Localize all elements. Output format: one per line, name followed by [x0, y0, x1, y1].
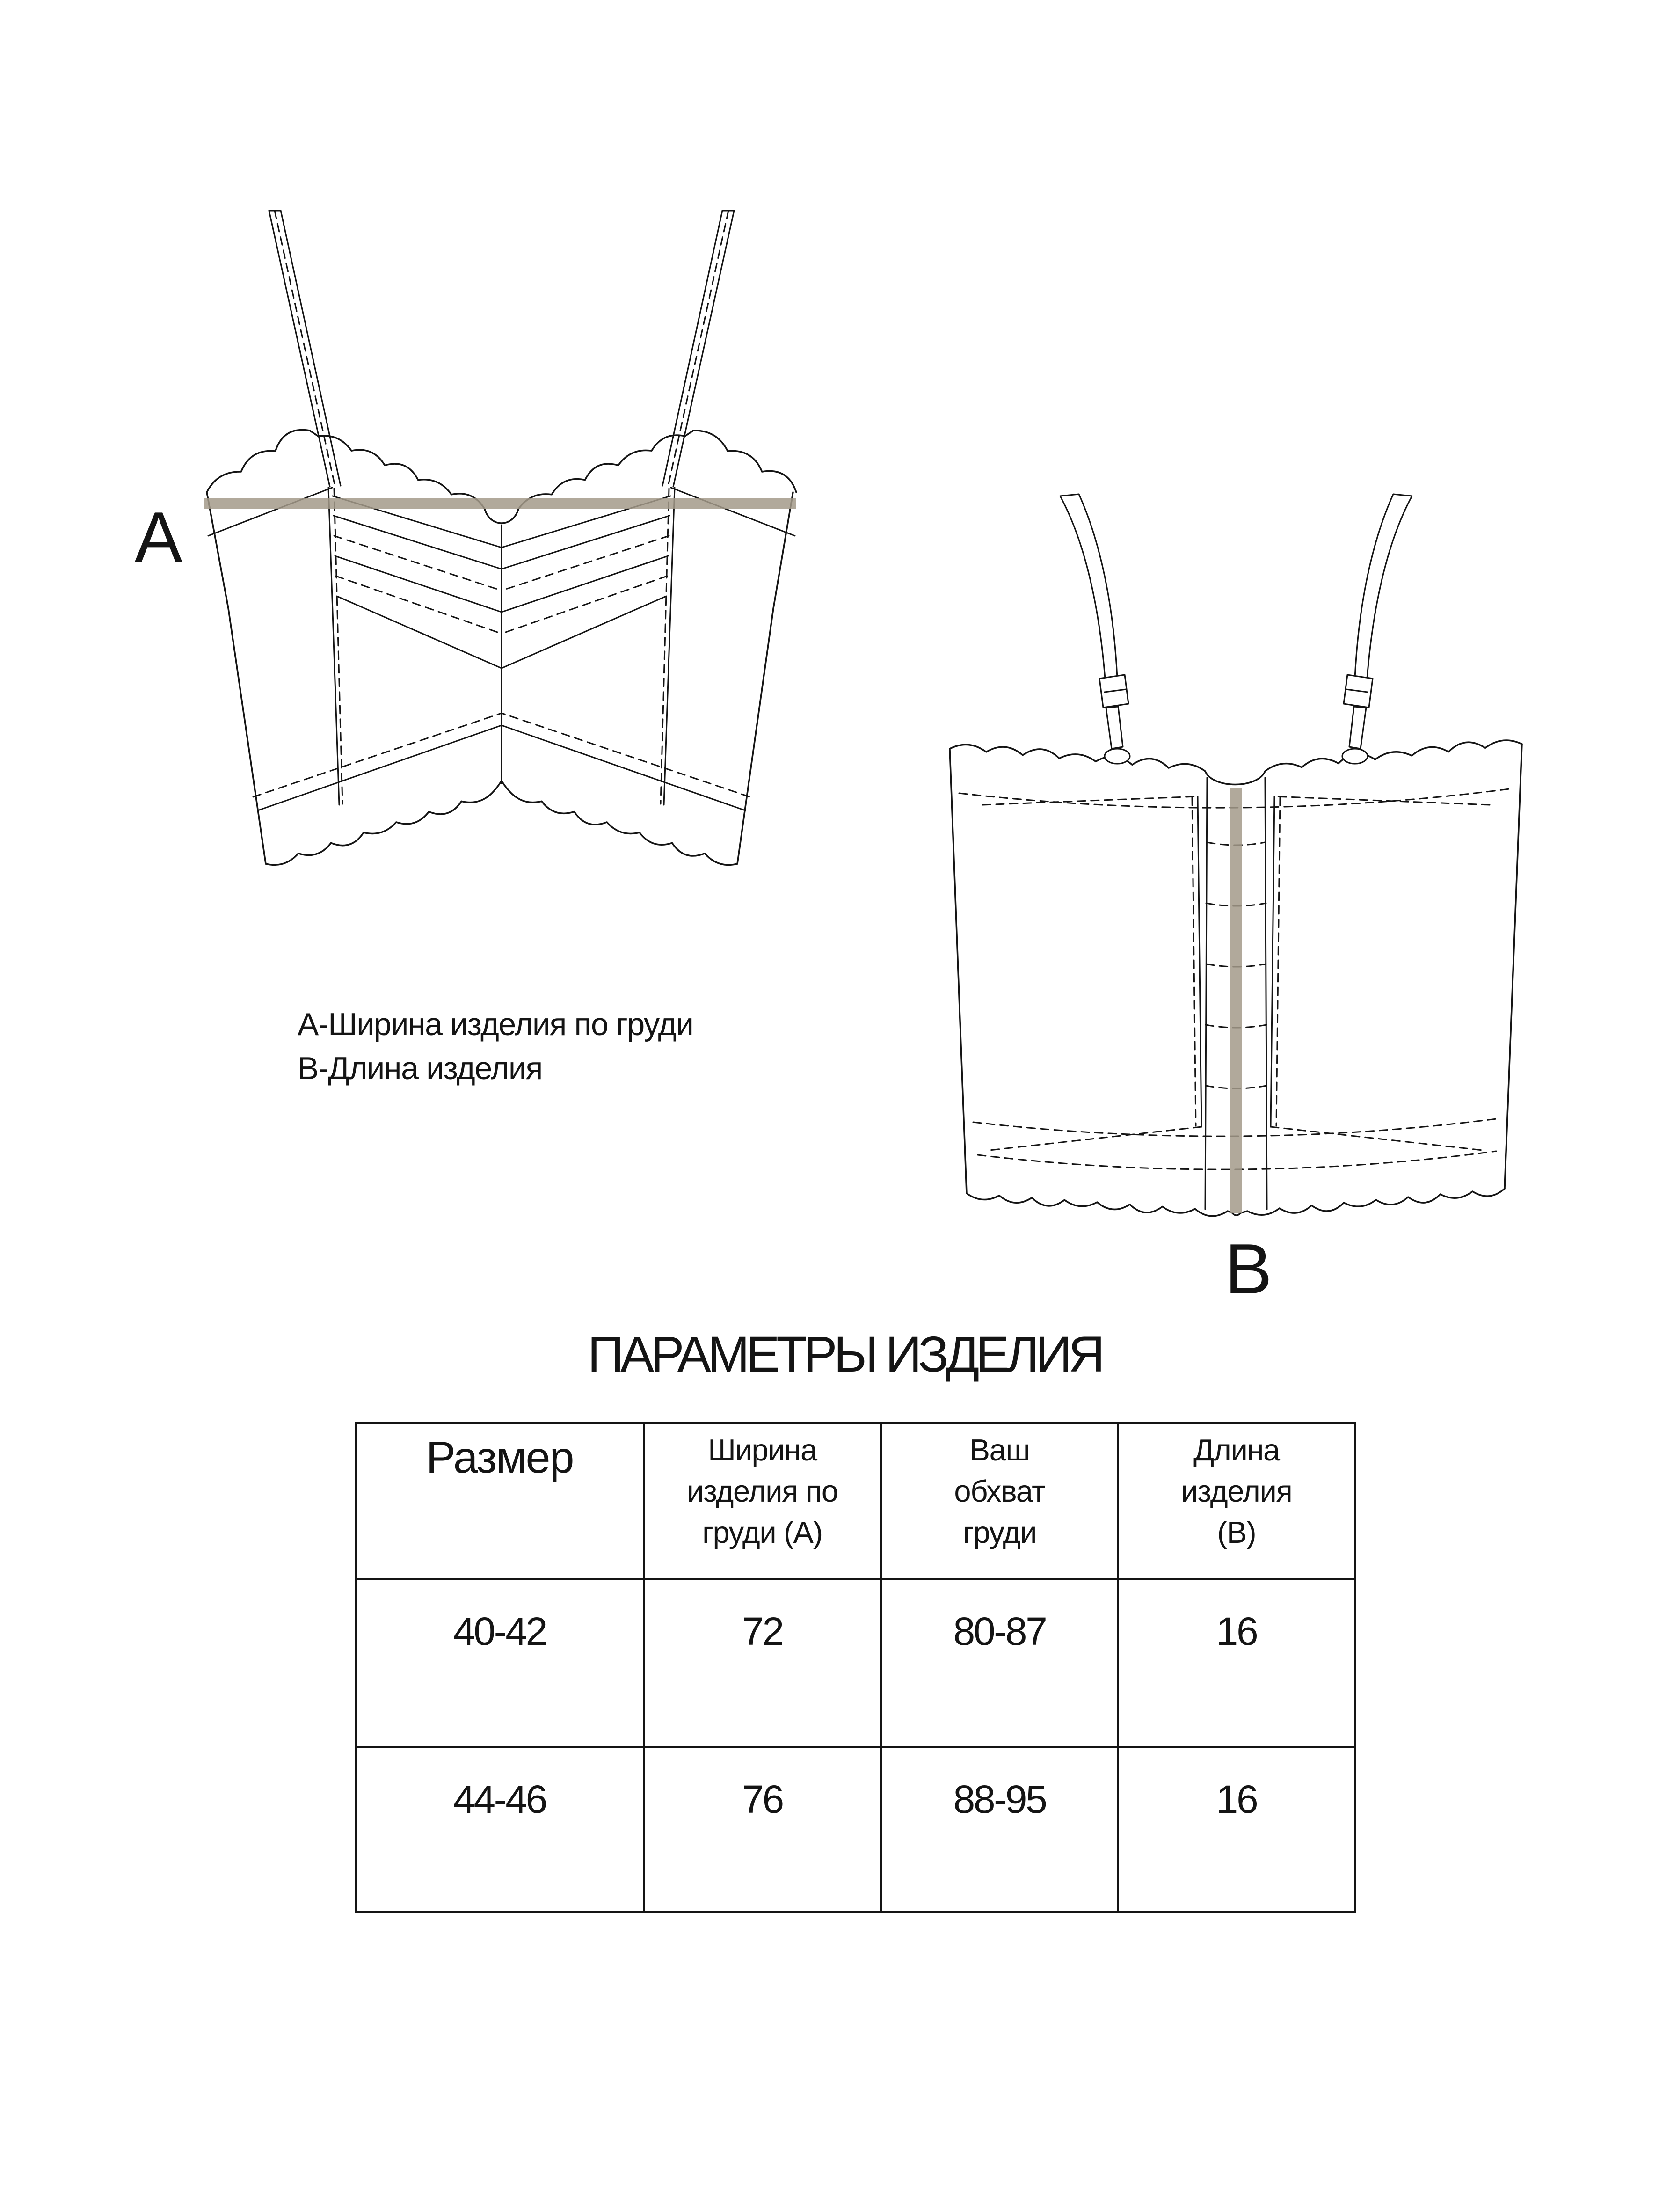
table-cell-size-1: 40-42	[357, 1580, 645, 1748]
table-cell-width-1: 72	[645, 1580, 882, 1748]
panel-bottom-stitch	[990, 1127, 1201, 1150]
back-right-strap	[1342, 494, 1412, 764]
parameters-title: ПАРАМЕТРЫ ИЗДЕЛИЯ	[587, 1326, 1102, 1382]
strap-band	[1355, 494, 1412, 679]
dimension-legend	[298, 1002, 693, 1090]
back-right-side-panel	[1271, 796, 1490, 1150]
table-header-length: Длина изделия (В)	[1119, 1424, 1354, 1580]
chevron-line	[337, 596, 502, 668]
front-left-side-seam	[207, 492, 266, 864]
back-right-side-seam	[1505, 744, 1522, 1189]
table-cell-length-1: 16	[1119, 1580, 1354, 1748]
front-top-lace-edge	[207, 430, 796, 523]
panel-top-stitch	[1274, 796, 1490, 805]
chevron-line	[502, 596, 666, 668]
front-left-strap-stitch-line	[275, 211, 335, 486]
front-bottom-lace-edge	[266, 781, 737, 865]
panel-top-stitch	[982, 796, 1198, 805]
back-view-sketch	[945, 487, 1553, 1217]
chevron-line	[502, 516, 669, 569]
legend-line-b: В-Длина изделия	[298, 1051, 542, 1086]
strap-band-lower	[1349, 707, 1366, 749]
front-right-strap-stitch-line	[668, 211, 728, 486]
back-left-side-panel	[982, 796, 1201, 1150]
legend-line-a: А-Ширина изделия по груди	[298, 1007, 693, 1042]
panel-bottom-stitch	[1271, 1127, 1483, 1150]
length-measure-bar-b	[1230, 788, 1242, 1213]
back-left-strap	[1060, 494, 1130, 764]
table-cell-size-2: 44-46	[357, 1748, 645, 1911]
table-cell-width-2: 76	[645, 1748, 882, 1911]
chevron-line	[335, 556, 502, 612]
panel-inner-seam	[1271, 796, 1274, 1127]
front-right-strap-inner-line	[662, 211, 722, 486]
table-cell-chest-1: 80-87	[882, 1580, 1119, 1748]
front-straps	[269, 211, 734, 487]
front-right-cup-seam	[671, 488, 795, 536]
size-parameters-table	[355, 1422, 1356, 1913]
strap-band	[1060, 494, 1117, 679]
front-left-strap-inner-line	[281, 211, 341, 486]
front-right-side-seam	[737, 492, 793, 864]
strap-band-lower	[1106, 707, 1123, 749]
table-cell-chest-2: 88-95	[882, 1748, 1119, 1911]
width-measure-bar-a	[204, 498, 796, 509]
chevron-stitch-line	[334, 536, 502, 591]
panel-inner-seam	[1198, 796, 1201, 1127]
dimension-label-a: А	[135, 497, 181, 577]
chevron-line	[334, 516, 502, 569]
chevron-line	[502, 556, 668, 612]
dimension-label-b: В	[1224, 1229, 1271, 1309]
panel-inner-stitch	[1276, 797, 1280, 1126]
front-view-sketch	[178, 206, 814, 875]
table-header-chest: Ваш обхват груди	[882, 1424, 1119, 1580]
front-left-cup-seam	[208, 488, 332, 536]
strap-ring	[1105, 749, 1130, 764]
strap-ring	[1342, 749, 1368, 764]
chevron-stitch-line	[502, 536, 669, 591]
table-cell-length-2: 16	[1216, 1777, 1257, 1821]
table-header-width: Ширина изделия по груди (А)	[645, 1424, 882, 1580]
panel-inner-stitch	[1192, 797, 1196, 1126]
back-top-lace-edge	[950, 740, 1522, 785]
back-left-side-seam	[950, 749, 967, 1193]
table-header-size: Размер	[357, 1424, 645, 1580]
